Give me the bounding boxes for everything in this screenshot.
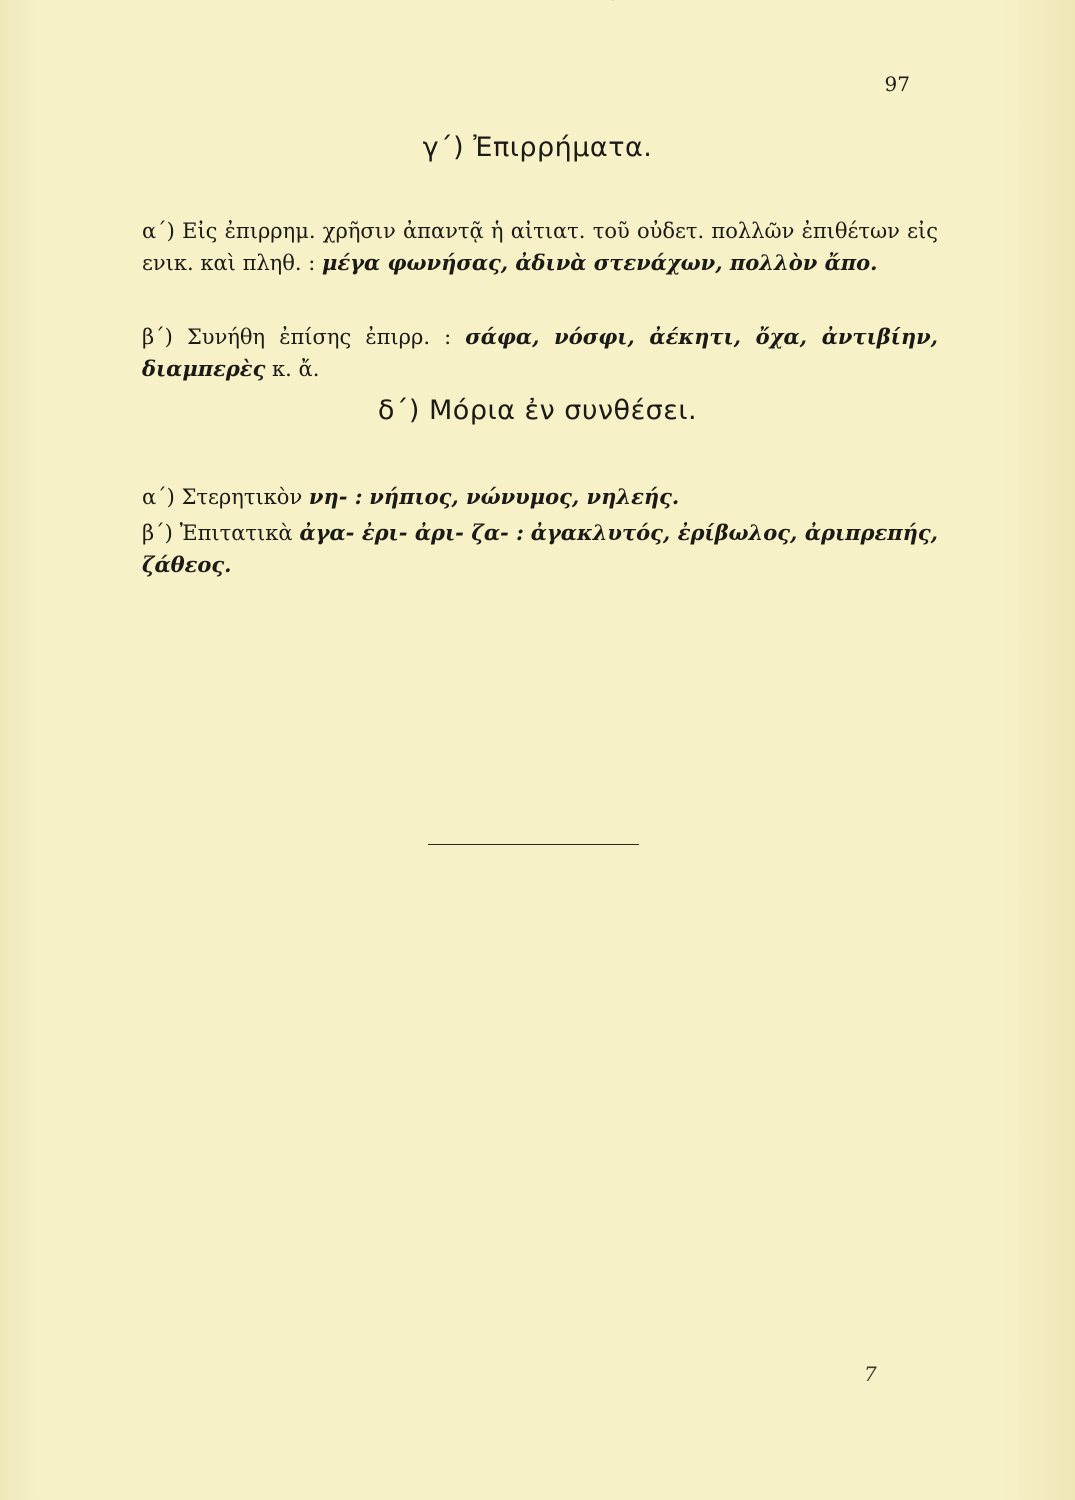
item-text: Συνήθη ἐπίσης ἐπιρρ. : [186, 325, 452, 349]
section-end-rule [428, 844, 639, 845]
paragraph-adverbs-beta [112, 321, 938, 385]
item-examples: ἀγακλυτός, ἐρίβωλος, ἀριπρεπής, ζάθεος. [142, 520, 938, 577]
item-prefixes: ἀγα- ἐρι- ἀρι- ζα- : [299, 520, 524, 545]
item-label: α΄) [142, 219, 175, 243]
item-text: Εἰς ἐπιρρημ. χρῆσιν ἀπαντᾷ ἡ αἰτιατ. τοῦ οὐδετ. πολλῶν ἐπιθέτων εἰς ενικ. καὶ πληθ. : [142, 219, 938, 275]
item-examples: μέγα φωνήσας, ἀδινὰ στενάχων, πολλὸν ἄπο. [322, 250, 878, 275]
item-text: Στερητικὸν [181, 485, 303, 509]
section-heading-particles: δ΄) Μόρια ἐν συνθέσει. [377, 395, 698, 426]
item-prefixes: νη- : [308, 484, 363, 509]
paragraph-particles-alpha [112, 481, 938, 513]
paragraph-particles-beta [112, 517, 938, 581]
item-examples: νήπιος, νώνυμος, νηλεής. [369, 484, 680, 509]
printer-signature-mark: 7 [864, 1362, 877, 1386]
paragraph-adverbs-alpha [112, 216, 938, 279]
item-text: Ἐπιτατικὰ [179, 521, 293, 545]
scan-artifact [612, 0, 655, 15]
section-heading-adverbs: γ΄) Ἐπιρρήματα. [422, 132, 653, 163]
item-label: β΄) [142, 521, 173, 545]
item-label: α΄) [142, 485, 175, 509]
item-label: β΄) [142, 325, 173, 349]
item-examples: σάφα, νόσφι, ἀέκητι, ὄχα, ἀντιβίην, διαμπερὲς [142, 324, 938, 381]
page-number: 97 [884, 72, 910, 96]
item-suffix: κ. ἄ. [272, 357, 320, 381]
